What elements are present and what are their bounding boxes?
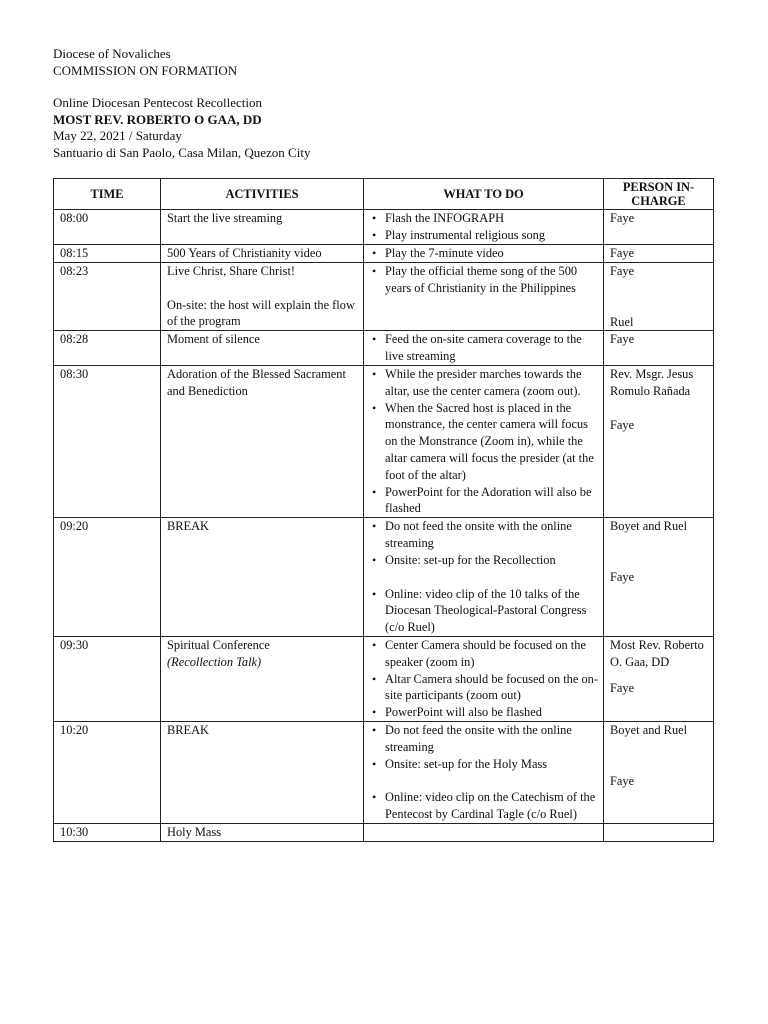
activity-cell: BREAK [161, 721, 364, 823]
table-row [54, 365, 714, 517]
todo-item: • Onsite: set-up for the Recollection [370, 552, 598, 569]
person-cell [604, 365, 714, 517]
time-cell: 10:20 [54, 721, 161, 823]
person-cell [604, 262, 714, 331]
todo-item: • When the Sacred host is placed in the monstrance, the center camera will focus on the Monstrance (Zoom in), while the altar camera will focus the presider (at the foot of the altar) [370, 400, 598, 484]
person-name: Rev. Msgr. Jesus Romulo Rañada [610, 366, 694, 398]
person-cell [604, 721, 714, 823]
person-name: Faye [610, 332, 635, 347]
todo-item: • Play the official theme song of the 500 years of Christianity in the Philippines [370, 263, 598, 297]
todo-item: • Center Camera should be focused on the speaker (zoom in) [370, 637, 598, 671]
time-cell: 10:30 [54, 823, 161, 841]
todo-item: • Do not feed the onsite with the online streaming [370, 722, 598, 756]
person-name: Ruel [610, 314, 634, 329]
table-row [54, 245, 714, 263]
todo-cell [364, 262, 604, 331]
diocese-name: Diocese of Novaliches [53, 46, 171, 61]
time-cell: 08:28 [54, 331, 161, 366]
table-row [54, 721, 714, 823]
header-activities: ACTIVITIES [161, 179, 364, 210]
header-time: TIME [54, 179, 161, 210]
person-cell [604, 210, 714, 245]
person-name: Faye [610, 773, 635, 788]
activity-cell [161, 636, 364, 721]
activity-cell: Start the live streaming [161, 210, 364, 245]
table-row [54, 636, 714, 721]
person-name: Faye [610, 246, 635, 260]
todo-item: • Do not feed the onsite with the online streaming [370, 518, 598, 552]
todo-cell [364, 823, 604, 841]
todo-cell [364, 636, 604, 721]
person-name: Boyet and Ruel [610, 519, 688, 534]
todo-cell [364, 245, 604, 263]
presider-name: MOST REV. ROBERTO O GAA, DD [53, 111, 262, 127]
table-row [54, 331, 714, 366]
person-cell [604, 636, 714, 721]
table-row [54, 262, 714, 331]
todo-item: • Feed the on-site camera coverage to the live streaming [370, 331, 598, 365]
person-name: Faye [610, 263, 635, 278]
schedule-table [53, 178, 714, 842]
header-spacer [53, 79, 310, 95]
activity-note: (Recollection Talk) [167, 654, 262, 669]
person-name: Faye [610, 569, 635, 584]
time-cell: 09:20 [54, 518, 161, 637]
todo-cell [364, 210, 604, 245]
person-cell [604, 245, 714, 263]
person-cell [604, 518, 714, 637]
activity-cell [161, 262, 364, 331]
todo-item: • Onsite: set-up for the Holy Mass [370, 756, 598, 773]
todo-cell [364, 721, 604, 823]
activity-title: Spiritual Conference [167, 637, 270, 652]
event-title: Online Diocesan Pentecost Recollection [53, 95, 263, 110]
time-cell: 08:30 [54, 365, 161, 517]
header-person-in-charge: PERSON IN-CHARGE [604, 179, 714, 210]
person-name: Faye [610, 211, 635, 225]
commission-name: COMMISSION ON FORMATION [53, 62, 238, 78]
event-date: May 22, 2021 / Saturday [53, 128, 182, 143]
person-name: Boyet and Ruel [610, 722, 688, 737]
document-header [53, 46, 310, 161]
event-venue: Santuario di San Paolo, Casa Milan, Quezon City [53, 144, 311, 160]
activity-cell: Holy Mass [161, 823, 364, 841]
todo-item: • Flash the INFOGRAPH [370, 210, 598, 227]
activity-cell: Moment of silence [161, 331, 364, 366]
table-row [54, 823, 714, 841]
table-row [54, 518, 714, 637]
activity-cell: 500 Years of Christianity video [161, 245, 364, 263]
time-cell: 08:15 [54, 245, 161, 263]
person-name: Faye [610, 680, 635, 695]
header-what-to-do: WHAT TO DO [364, 179, 604, 210]
activity-note: On-site: the host will explain the flow of the program [167, 297, 355, 329]
todo-item: • PowerPoint for the Adoration will also be flashed [370, 484, 598, 518]
todo-cell [364, 518, 604, 637]
activity-title: Live Christ, Share Christ! [167, 263, 296, 278]
person-cell [604, 823, 714, 841]
todo-item: • PowerPoint will also be flashed [370, 704, 598, 721]
activity-cell: BREAK [161, 518, 364, 637]
time-cell: 08:00 [54, 210, 161, 245]
person-name: Most Rev. Roberto O. Gaa, DD [610, 637, 704, 669]
todo-item: • Altar Camera should be focused on the on-site participants (zoom out) [370, 671, 598, 705]
todo-item: • Online: video clip of the 10 talks of the Diocesan Theological-Pastoral Congress (c/o Ruel) [370, 586, 598, 636]
todo-cell [364, 331, 604, 366]
todo-item: • Play the 7-minute video [370, 245, 598, 262]
todo-cell [364, 365, 604, 517]
todo-item: • Play instrumental religious song [370, 227, 598, 244]
activity-cell: Adoration of the Blessed Sacrament and Benediction [161, 365, 364, 517]
time-cell: 09:30 [54, 636, 161, 721]
person-name: Faye [610, 417, 635, 432]
person-cell [604, 331, 714, 366]
todo-item: • Online: video clip on the Catechism of the Pentecost by Cardinal Tagle (c/o Ruel) [370, 789, 598, 823]
time-cell: 08:23 [54, 262, 161, 331]
table-header-row [54, 179, 714, 210]
todo-item: • While the presider marches towards the altar, use the center camera (zoom out). [370, 366, 598, 400]
table-row [54, 210, 714, 245]
